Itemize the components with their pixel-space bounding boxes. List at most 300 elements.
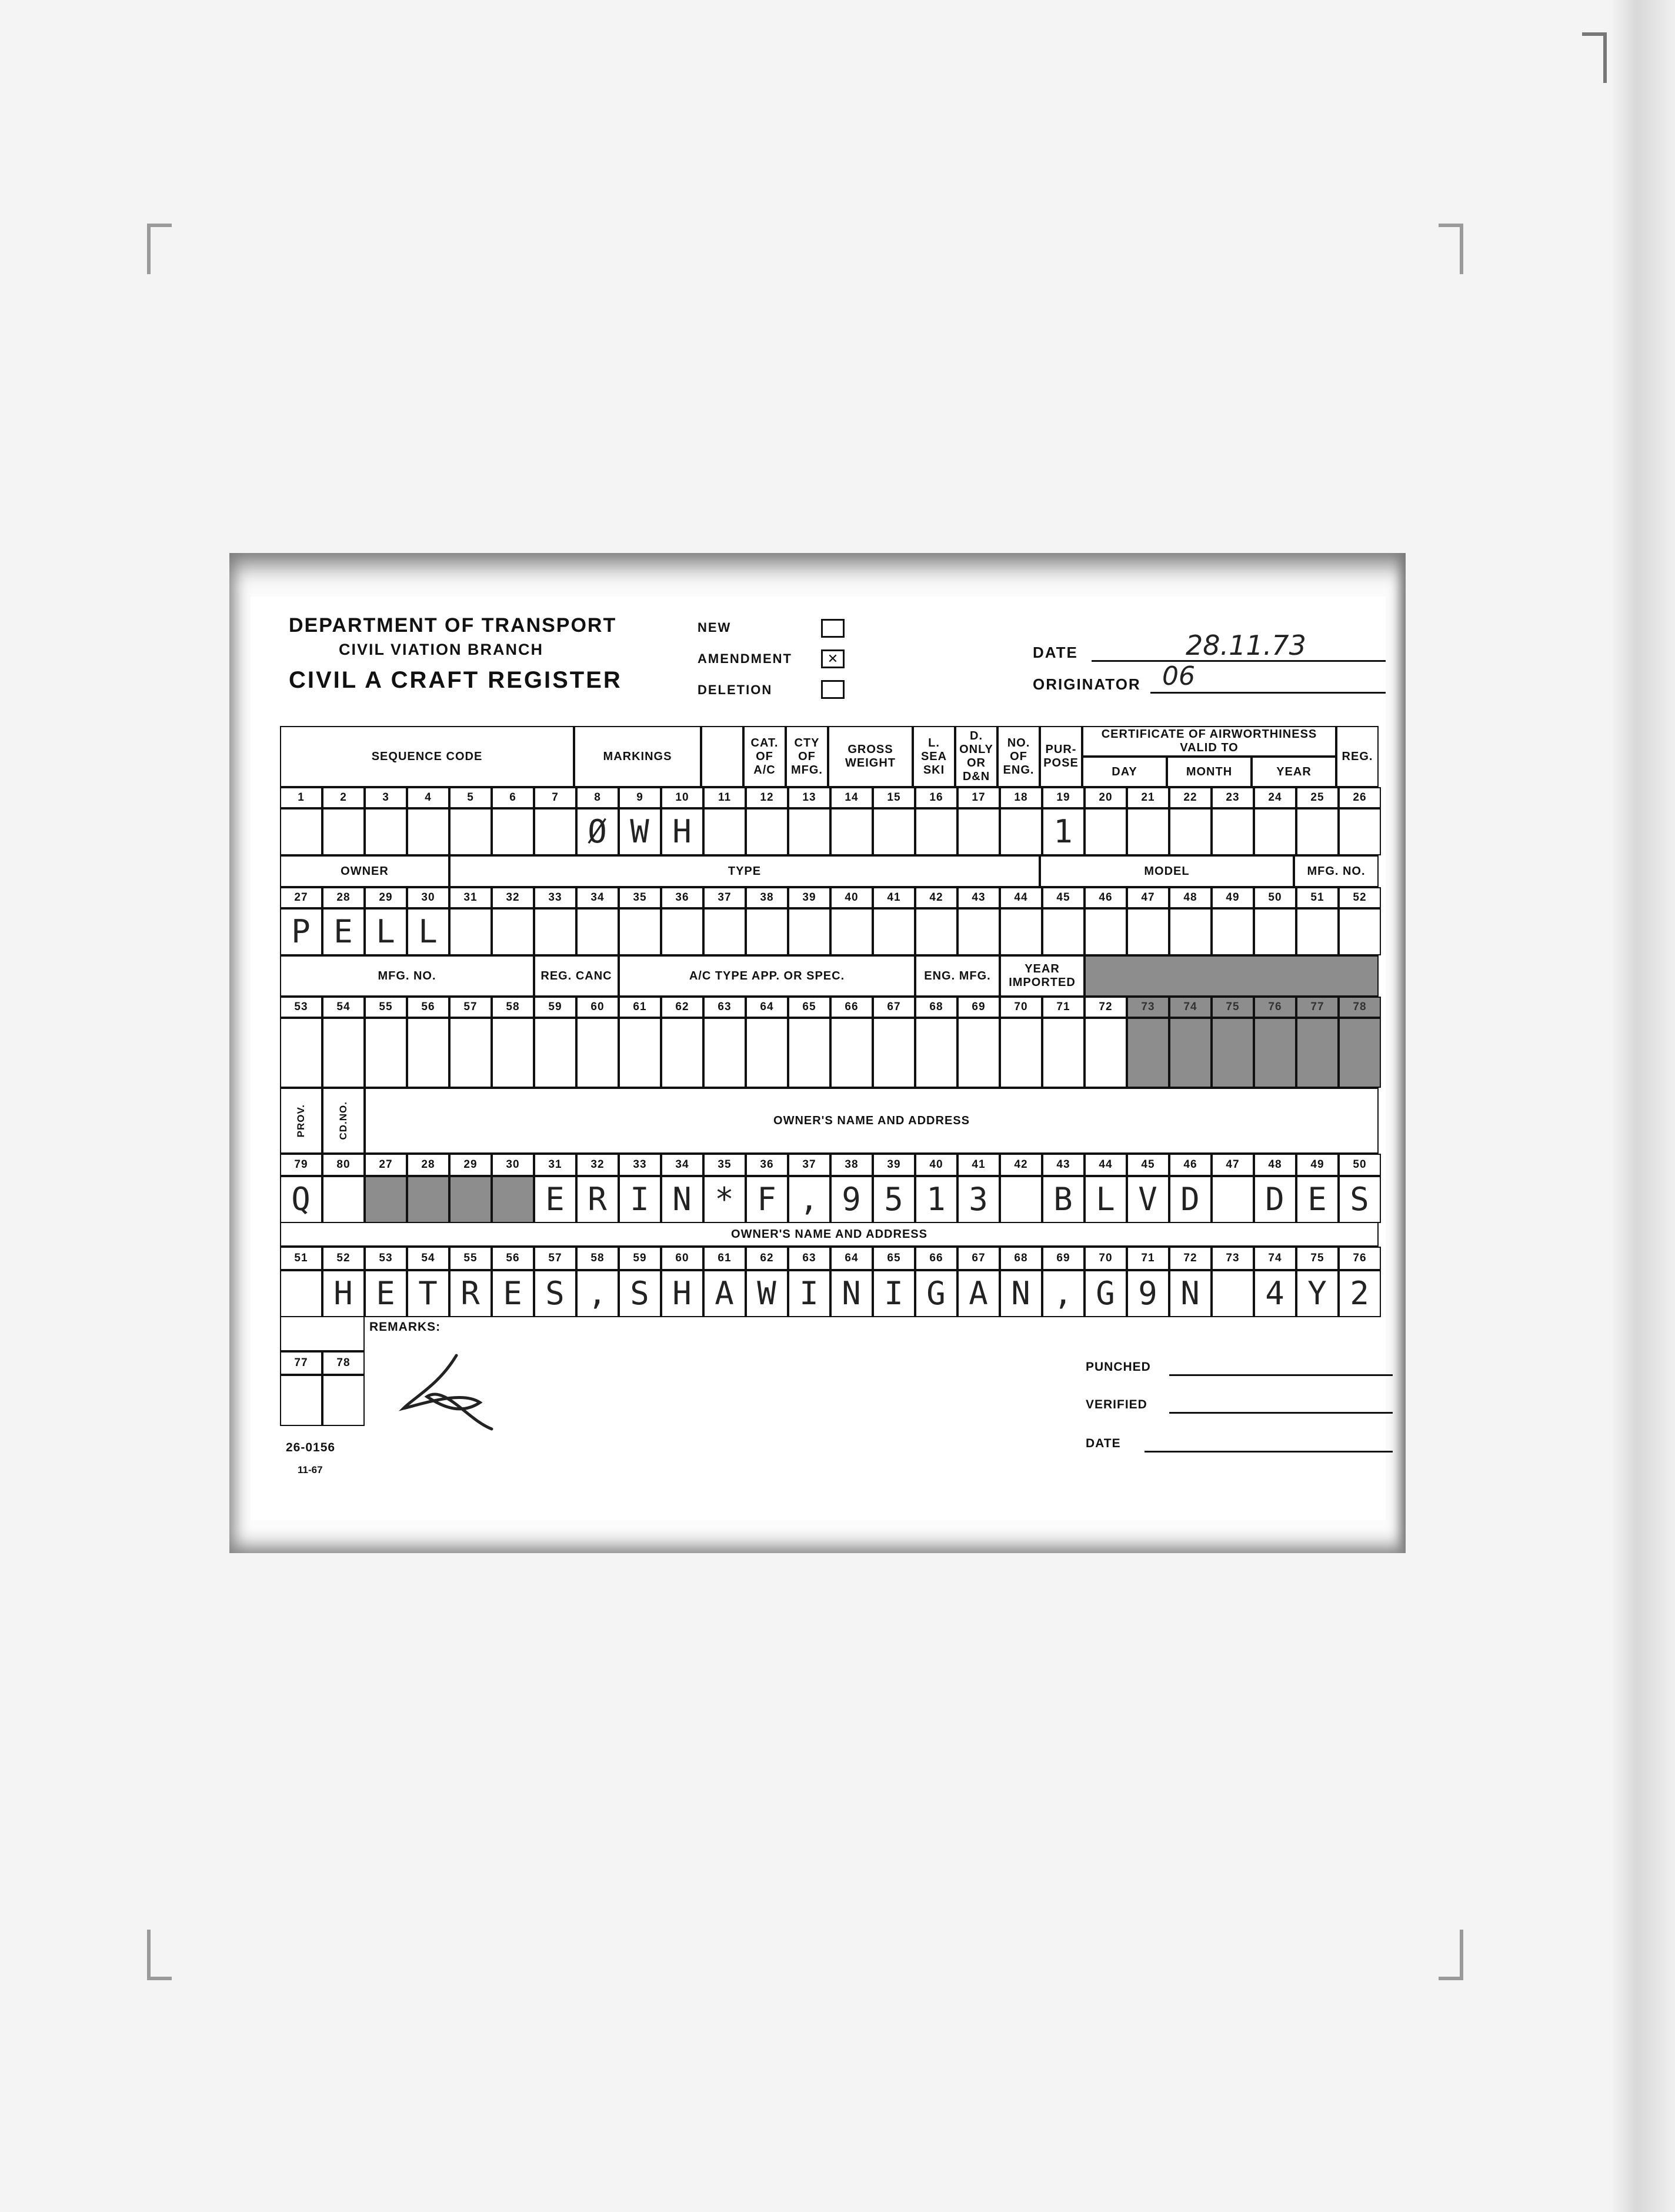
col-num: 11: [703, 787, 746, 808]
entry-cell-3[interactable]: [365, 808, 407, 855]
entry-cell-2[interactable]: [322, 808, 365, 855]
entry-cell-13[interactable]: [788, 808, 830, 855]
entry-cell-6[interactable]: [492, 808, 534, 855]
cty-header: CTY OF MFG.: [786, 726, 828, 787]
col-num: 68: [915, 997, 957, 1018]
col-num: 34: [661, 1154, 703, 1176]
entry-cell-16[interactable]: [915, 808, 957, 855]
entry-cell-27[interactable]: P: [280, 908, 322, 955]
col-num: 22: [1169, 787, 1212, 808]
col-num: 73: [1127, 997, 1169, 1018]
entry-cell-71[interactable]: [1042, 1018, 1085, 1088]
certificate-header: CERTIFICATE OF AIRWORTHINESS VALID TO: [1082, 726, 1336, 757]
punched-field[interactable]: [1169, 1361, 1393, 1376]
blank-header: [701, 726, 743, 787]
entry-cell-59[interactable]: S: [619, 1270, 661, 1317]
entry-cell-54[interactable]: [322, 1018, 365, 1088]
col-num: 33: [534, 887, 576, 908]
entry-cell-45[interactable]: [1042, 908, 1085, 955]
entry-cell-65[interactable]: [788, 1018, 830, 1088]
entry-cell-74[interactable]: [1169, 1018, 1212, 1088]
col-num: 39: [788, 887, 830, 908]
entry-cell-78[interactable]: [322, 1375, 365, 1426]
register-title: CIVIL A CRAFT REGISTER: [289, 667, 622, 693]
entry-cell-19[interactable]: 1: [1042, 808, 1085, 855]
entry-cell-42[interactable]: [1000, 1176, 1042, 1223]
entry-cell-67[interactable]: A: [957, 1270, 1000, 1317]
col-num: 65: [873, 1247, 915, 1270]
entry-cell-43[interactable]: [957, 908, 1000, 955]
entry-cell-50[interactable]: S: [1339, 1176, 1381, 1223]
entry-cell-55[interactable]: R: [449, 1270, 492, 1317]
col-num: 74: [1254, 1247, 1296, 1270]
entry-cell-35[interactable]: [619, 908, 661, 955]
entry-cell-69[interactable]: [957, 1018, 1000, 1088]
col-num: 25: [1296, 787, 1339, 808]
col-num: 72: [1169, 1247, 1212, 1270]
col-num: 66: [830, 997, 873, 1018]
reg-canc-header: REG. CANC: [534, 955, 619, 997]
col-num: 52: [1339, 887, 1381, 908]
entry-cell-47[interactable]: [1127, 908, 1169, 955]
col-num: 71: [1127, 1247, 1169, 1270]
crop-mark: [1439, 1930, 1463, 1980]
entry-cell-51[interactable]: [1296, 908, 1339, 955]
col-num: 70: [1085, 1247, 1127, 1270]
remarks-signature: [392, 1350, 509, 1432]
form-number: 26-0156: [286, 1441, 336, 1454]
col-num: 32: [576, 1154, 619, 1176]
ac-type-header: A/C TYPE APP. OR SPEC.: [619, 955, 915, 997]
col-num: 15: [873, 787, 915, 808]
entry-cell-76[interactable]: 2: [1339, 1270, 1381, 1317]
entry-cell-34[interactable]: N: [661, 1176, 703, 1223]
entry-cell-35[interactable]: *: [703, 1176, 746, 1223]
entry-cell-63[interactable]: [703, 1018, 746, 1088]
entry-cell-59[interactable]: [534, 1018, 576, 1088]
entry-cell-76[interactable]: [1254, 1018, 1296, 1088]
entry-cell-40[interactable]: 1: [915, 1176, 957, 1223]
prov-header: [280, 1088, 322, 1154]
entry-cell-27[interactable]: [365, 1176, 407, 1223]
no-eng-header: NO. OF ENG.: [997, 726, 1040, 787]
col-num: 6: [492, 787, 534, 808]
col-num: 75: [1296, 1247, 1339, 1270]
col-num: 65: [788, 997, 830, 1018]
col-num: 31: [534, 1154, 576, 1176]
entry-cell-30[interactable]: [492, 1176, 534, 1223]
entry-cell-52[interactable]: [1339, 908, 1381, 955]
col-num: 27: [280, 887, 322, 908]
entry-cell-64[interactable]: [746, 1018, 788, 1088]
entry-cell-33[interactable]: [534, 908, 576, 955]
col-num: 7: [534, 787, 576, 808]
entry-cell-24[interactable]: [1254, 808, 1296, 855]
entry-cell-46[interactable]: D: [1169, 1176, 1212, 1223]
col-num: 12: [746, 787, 788, 808]
originator-label: ORIGINATOR: [1033, 675, 1141, 693]
entry-cell-78[interactable]: [1339, 1018, 1381, 1088]
col-num: 37: [788, 1154, 830, 1176]
col-num: 9: [619, 787, 661, 808]
entry-cell-67[interactable]: [873, 1018, 915, 1088]
entry-cell-28[interactable]: E: [322, 908, 365, 955]
col-num: 70: [1000, 997, 1042, 1018]
entry-cell-37[interactable]: [703, 908, 746, 955]
col-num: 35: [619, 887, 661, 908]
entry-cell-15[interactable]: [873, 808, 915, 855]
cd-no-label: CD.NO.: [338, 1101, 349, 1140]
col-num: 46: [1169, 1154, 1212, 1176]
col-num: 53: [365, 1247, 407, 1270]
entry-cell-66[interactable]: G: [915, 1270, 957, 1317]
branch-title: CIVIL VIATION BRANCH: [339, 641, 544, 658]
col-num: 21: [1127, 787, 1169, 808]
entry-cell-79[interactable]: Q: [280, 1176, 322, 1223]
col-num: 57: [449, 997, 492, 1018]
entry-cell-18[interactable]: [1000, 808, 1042, 855]
col-num: 26: [1339, 787, 1381, 808]
entry-cell-44[interactable]: L: [1085, 1176, 1127, 1223]
col-num: 38: [830, 1154, 873, 1176]
entry-cell-41[interactable]: [873, 908, 915, 955]
owner-header: OWNER: [280, 855, 449, 887]
entry-cell-32[interactable]: [492, 908, 534, 955]
entry-cell-50[interactable]: [1254, 908, 1296, 955]
col-num: 43: [1042, 1154, 1085, 1176]
col-num: 61: [703, 1247, 746, 1270]
type-header: TYPE: [449, 855, 1040, 887]
col-num: 33: [619, 1154, 661, 1176]
entry-cell-70[interactable]: [1000, 1018, 1042, 1088]
col-num: 56: [492, 1247, 534, 1270]
col-num: 29: [449, 1154, 492, 1176]
entry-cell-28[interactable]: [407, 1176, 449, 1223]
col-num: 13: [788, 787, 830, 808]
col-num: 64: [830, 1247, 873, 1270]
entry-cell-44[interactable]: [1000, 908, 1042, 955]
entry-cell-72[interactable]: [1085, 1018, 1127, 1088]
cat-header: CAT. OF A/C: [743, 726, 786, 787]
col-num: 69: [957, 997, 1000, 1018]
sea-ski-header: L. SEA SKI: [913, 726, 955, 787]
entry-cell-80[interactable]: [322, 1176, 365, 1223]
col-num: 48: [1169, 887, 1212, 908]
department-title: DEPARTMENT OF TRANSPORT: [289, 614, 617, 637]
col-num: 8: [576, 787, 619, 808]
entry-cell-29[interactable]: [449, 1176, 492, 1223]
date-value: 28.11.73: [1186, 629, 1306, 661]
entry-cell-47[interactable]: [1212, 1176, 1254, 1223]
col-num: 68: [1000, 1247, 1042, 1270]
entry-cell-49[interactable]: E: [1296, 1176, 1339, 1223]
col-num: 47: [1127, 887, 1169, 908]
entry-cell-58[interactable]: ,: [576, 1270, 619, 1317]
entry-cell-23[interactable]: [1212, 808, 1254, 855]
col-num: 32: [492, 887, 534, 908]
entry-cell-4[interactable]: [407, 808, 449, 855]
col-num: 17: [957, 787, 1000, 808]
col-num: 52: [322, 1247, 365, 1270]
col-num: 39: [873, 1154, 915, 1176]
col-num: 38: [746, 887, 788, 908]
entry-cell-63[interactable]: I: [788, 1270, 830, 1317]
crop-mark: [1439, 224, 1463, 274]
entry-cell-53[interactable]: E: [365, 1270, 407, 1317]
col-num: 59: [534, 997, 576, 1018]
col-num: 63: [788, 1247, 830, 1270]
entry-cell-49[interactable]: [1212, 908, 1254, 955]
col-num: 57: [534, 1247, 576, 1270]
entry-cell-55[interactable]: [365, 1018, 407, 1088]
col-num: 51: [280, 1247, 322, 1270]
col-num: 27: [365, 1154, 407, 1176]
entry-cell-71[interactable]: 9: [1127, 1270, 1169, 1317]
entry-cell-7[interactable]: [534, 808, 576, 855]
col-num: 77: [280, 1351, 322, 1375]
col-num: 5: [449, 787, 492, 808]
entry-cell-73[interactable]: [1127, 1018, 1169, 1088]
entry-cell-8[interactable]: Ø: [576, 808, 619, 855]
col-num: 67: [957, 1247, 1000, 1270]
col-num: 60: [661, 1247, 703, 1270]
register-photo: [229, 553, 1406, 1553]
col-num: 50: [1254, 887, 1296, 908]
entry-cell-11[interactable]: [703, 808, 746, 855]
day-header: DAY: [1082, 757, 1167, 787]
reg-header: REG.: [1336, 726, 1379, 787]
date-verified-label: DATE: [1086, 1437, 1121, 1450]
entry-cell-69[interactable]: ,: [1042, 1270, 1085, 1317]
col-num: 78: [322, 1351, 365, 1375]
owner-address-header-2: OWNER'S NAME AND ADDRESS: [280, 1223, 1379, 1247]
entry-cell-21[interactable]: [1127, 808, 1169, 855]
date-field[interactable]: [1092, 629, 1386, 662]
option-deletion-checkbox[interactable]: [821, 680, 845, 699]
entry-cell-45[interactable]: V: [1127, 1176, 1169, 1223]
col-num: 76: [1339, 1247, 1381, 1270]
col-num: 42: [915, 887, 957, 908]
col-num: 28: [322, 887, 365, 908]
entry-cell-68[interactable]: N: [1000, 1270, 1042, 1317]
col-num: 55: [449, 1247, 492, 1270]
entry-cell-36[interactable]: [661, 908, 703, 955]
entry-cell-75[interactable]: [1212, 1018, 1254, 1088]
option-new-checkbox[interactable]: [821, 619, 845, 638]
entry-cell-58[interactable]: [492, 1018, 534, 1088]
col-num: 40: [915, 1154, 957, 1176]
col-num: 2: [322, 787, 365, 808]
col-num: 45: [1127, 1154, 1169, 1176]
entry-cell-52[interactable]: H: [322, 1270, 365, 1317]
col-num: 78: [1339, 997, 1381, 1018]
entry-cell-38[interactable]: 9: [830, 1176, 873, 1223]
date-verified-field[interactable]: [1145, 1438, 1393, 1453]
entry-cell-29[interactable]: L: [365, 908, 407, 955]
entry-cell-51[interactable]: [280, 1270, 322, 1317]
col-num: 4: [407, 787, 449, 808]
entry-cell-25[interactable]: [1296, 808, 1339, 855]
col-num: 49: [1212, 887, 1254, 908]
col-num: 56: [407, 997, 449, 1018]
entry-cell-31[interactable]: E: [534, 1176, 576, 1223]
entry-cell-77[interactable]: [280, 1375, 322, 1426]
month-header: MONTH: [1167, 757, 1252, 787]
entry-cell-17[interactable]: [957, 808, 1000, 855]
entry-cell-70[interactable]: G: [1085, 1270, 1127, 1317]
crop-mark: [1582, 32, 1607, 83]
col-num: 79: [280, 1154, 322, 1176]
col-num: 46: [1085, 887, 1127, 908]
col-num: 20: [1085, 787, 1127, 808]
entry-cell-53[interactable]: [280, 1018, 322, 1088]
shaded-block: [1085, 955, 1379, 997]
entry-cell-54[interactable]: T: [407, 1270, 449, 1317]
entry-cell-57[interactable]: [449, 1018, 492, 1088]
owner-address-header: OWNER'S NAME AND ADDRESS: [365, 1088, 1379, 1154]
form-revision: 11-67: [298, 1464, 323, 1475]
entry-cell-9[interactable]: W: [619, 808, 661, 855]
entry-cell-41[interactable]: 3: [957, 1176, 1000, 1223]
entry-cell-33[interactable]: I: [619, 1176, 661, 1223]
col-num: 16: [915, 787, 957, 808]
col-num: 30: [407, 887, 449, 908]
entry-cell-66[interactable]: [830, 1018, 873, 1088]
crop-mark: [147, 1930, 172, 1980]
entry-cell-39[interactable]: 5: [873, 1176, 915, 1223]
entry-cell-72[interactable]: N: [1169, 1270, 1212, 1317]
date-label: DATE: [1033, 644, 1078, 661]
col-num: 51: [1296, 887, 1339, 908]
entry-cell-73[interactable]: [1212, 1270, 1254, 1317]
entry-cell-74[interactable]: 4: [1254, 1270, 1296, 1317]
col-num: 30: [492, 1154, 534, 1176]
col-num: 71: [1042, 997, 1085, 1018]
entry-cell-64[interactable]: N: [830, 1270, 873, 1317]
entry-cell-60[interactable]: [576, 1018, 619, 1088]
originator-field[interactable]: [1150, 661, 1386, 694]
col-num: 54: [407, 1247, 449, 1270]
remarks-label: REMARKS:: [369, 1320, 441, 1334]
col-num: 74: [1169, 997, 1212, 1018]
col-num: 47: [1212, 1154, 1254, 1176]
entry-cell-68[interactable]: [915, 1018, 957, 1088]
originator-value: 06: [1162, 661, 1195, 691]
entry-cell-56[interactable]: E: [492, 1270, 534, 1317]
entry-cell-12[interactable]: [746, 808, 788, 855]
col-num: 43: [957, 887, 1000, 908]
entry-cell-37[interactable]: ,: [788, 1176, 830, 1223]
model-header: MODEL: [1040, 855, 1294, 887]
option-amendment-label: AMENDMENT: [698, 651, 792, 666]
entry-cell-1[interactable]: [280, 808, 322, 855]
entry-cell-48[interactable]: D: [1254, 1176, 1296, 1223]
col-num: 45: [1042, 887, 1085, 908]
entry-cell-60[interactable]: H: [661, 1270, 703, 1317]
scan-edge: [1611, 0, 1675, 2212]
col-num: 36: [661, 887, 703, 908]
col-num: 62: [661, 997, 703, 1018]
col-num: 49: [1296, 1154, 1339, 1176]
col-num: 58: [492, 997, 534, 1018]
col-num: 76: [1254, 997, 1296, 1018]
option-amendment-checkbox[interactable]: ✕: [821, 649, 845, 668]
col-num: 36: [746, 1154, 788, 1176]
col-num: 54: [322, 997, 365, 1018]
mfg-no-header-3: MFG. NO.: [280, 955, 534, 997]
col-num: 18: [1000, 787, 1042, 808]
col-num: 19: [1042, 787, 1085, 808]
col-num: 28: [407, 1154, 449, 1176]
col-num: 77: [1296, 997, 1339, 1018]
col-num: 35: [703, 1154, 746, 1176]
entry-cell-39[interactable]: [788, 908, 830, 955]
col-num: 53: [280, 997, 322, 1018]
entry-cell-31[interactable]: [449, 908, 492, 955]
gross-weight-header: GROSS WEIGHT: [828, 726, 913, 787]
col-num: 67: [873, 997, 915, 1018]
entry-cell-42[interactable]: [915, 908, 957, 955]
prov-label: PROV.: [295, 1104, 307, 1138]
crop-mark: [147, 224, 172, 274]
entry-cell-61[interactable]: [619, 1018, 661, 1088]
option-new-label: NEW: [698, 620, 732, 635]
entry-cell-75[interactable]: Y: [1296, 1270, 1339, 1317]
entry-cell-62[interactable]: W: [746, 1270, 788, 1317]
year-imported-header: YEAR IMPORTED: [1000, 955, 1085, 997]
entry-cell-5[interactable]: [449, 808, 492, 855]
entry-cell-48[interactable]: [1169, 908, 1212, 955]
entry-cell-32[interactable]: R: [576, 1176, 619, 1223]
markings-header: MARKINGS: [574, 726, 701, 787]
entry-cell-34[interactable]: [576, 908, 619, 955]
col-num: 40: [830, 887, 873, 908]
entry-cell-62[interactable]: [661, 1018, 703, 1088]
entry-cell-10[interactable]: H: [661, 808, 703, 855]
col-num: 48: [1254, 1154, 1296, 1176]
entry-cell-43[interactable]: B: [1042, 1176, 1085, 1223]
verified-field[interactable]: [1169, 1399, 1393, 1414]
col-num: 50: [1339, 1154, 1381, 1176]
col-num: 80: [322, 1154, 365, 1176]
entry-cell-56[interactable]: [407, 1018, 449, 1088]
entry-cell-40[interactable]: [830, 908, 873, 955]
col-num: 72: [1085, 997, 1127, 1018]
entry-cell-65[interactable]: I: [873, 1270, 915, 1317]
col-num: 61: [619, 997, 661, 1018]
entry-cell-46[interactable]: [1085, 908, 1127, 955]
col-num: 24: [1254, 787, 1296, 808]
entry-cell-20[interactable]: [1085, 808, 1127, 855]
entry-cell-26[interactable]: [1339, 808, 1381, 855]
register-grid: [280, 726, 1392, 1475]
entry-cell-61[interactable]: A: [703, 1270, 746, 1317]
col-num: 62: [746, 1247, 788, 1270]
entry-cell-38[interactable]: [746, 908, 788, 955]
year-header: YEAR: [1252, 757, 1336, 787]
entry-cell-77[interactable]: [1296, 1018, 1339, 1088]
entry-cell-57[interactable]: S: [534, 1270, 576, 1317]
entry-cell-14[interactable]: [830, 808, 873, 855]
col-num: 44: [1085, 1154, 1127, 1176]
entry-cell-36[interactable]: F: [746, 1176, 788, 1223]
col-num: 23: [1212, 787, 1254, 808]
entry-cell-22[interactable]: [1169, 808, 1212, 855]
entry-cell-30[interactable]: L: [407, 908, 449, 955]
col-num: 69: [1042, 1247, 1085, 1270]
col-num: 63: [703, 997, 746, 1018]
col-num: 59: [619, 1247, 661, 1270]
